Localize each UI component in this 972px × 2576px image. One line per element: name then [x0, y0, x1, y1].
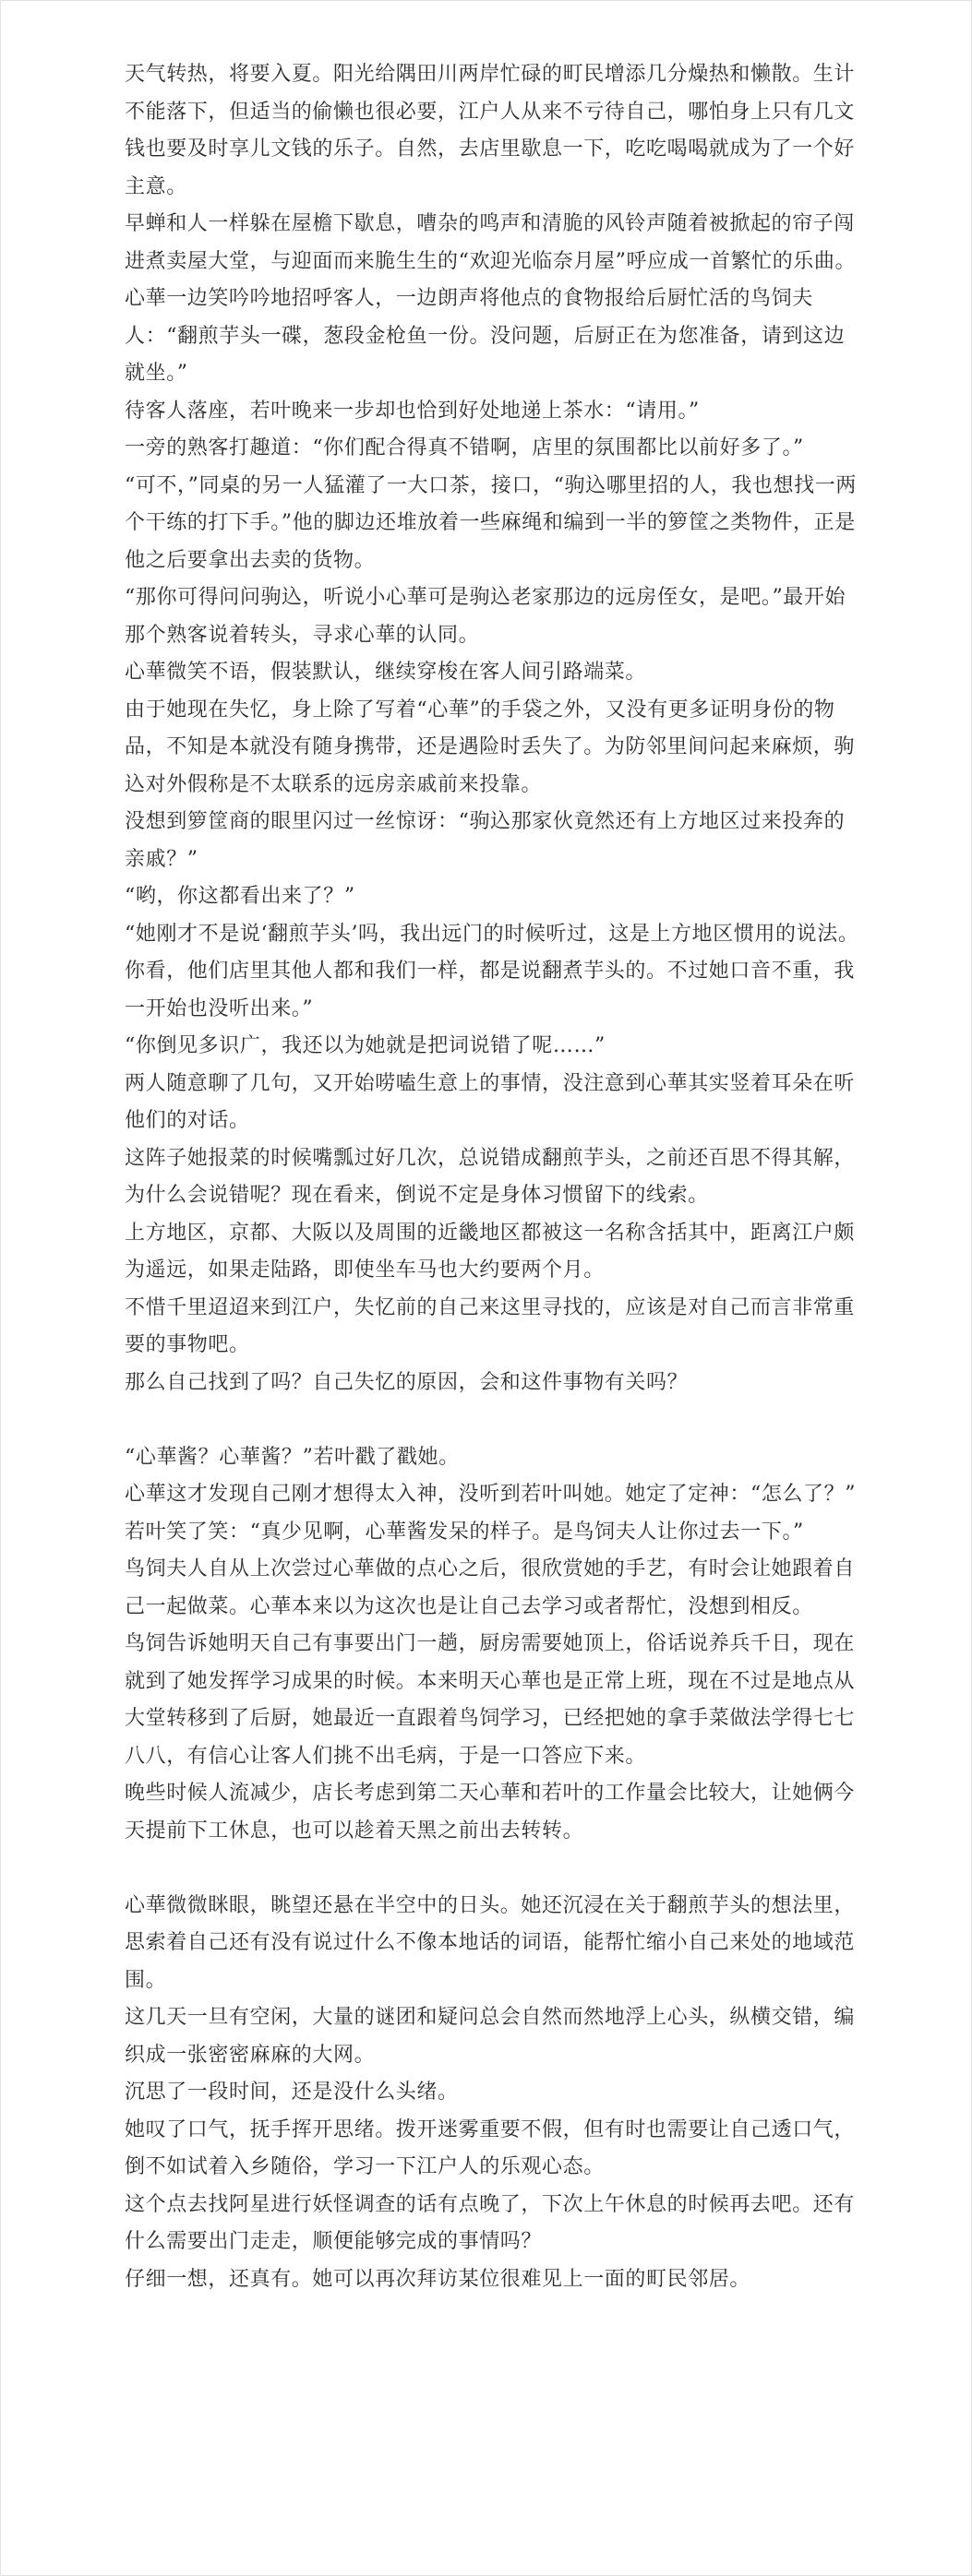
- paragraph: “你倒见多识广，我还以为她就是把词说错了呢……”: [125, 1034, 606, 1057]
- paragraph: 心華一边笑吟吟地招呼客人，一边朗声将他点的食物报给后厨忙活的鸟饲夫人：“翻煎芋头一碟，葱段金枪鱼一份。没问题，后厨正在为您准备，请到这边就坐。”: [125, 287, 846, 385]
- paragraph: 晚些时候人流减少，店长考虑到第二天心華和若叶的工作量会比较大，让她俩今天提前下工休息，也可以趁着天黑之前出去转转。: [125, 1782, 856, 1843]
- paragraph: 由于她现在失忆，身上除了写着“心華”的手袋之外，又没有更多证明身份的物品，不知是本就没有随身携带，还是遇险时丢失了。为防邻里间问起来麻烦，驹込对外假称是不太联系的远房亲戚前来投靠。: [125, 698, 856, 796]
- paragraph: “心華酱？心華酱？”若叶戳了戳她。: [125, 1445, 460, 1469]
- paragraph: 待客人落座，若叶晚来一步却也恰到好处地递上茶水：“请用。”: [125, 399, 700, 423]
- paragraph: 心華这才发现自己刚才想得太入神，没听到若叶叫她。她定了定神：“怎么了？”: [125, 1483, 857, 1506]
- paragraph: 她叹了口气，抚手挥开思绪。拨开迷雾重要不假，但有时也需要让自己透口气，倒不如试着入乡随俗，学习一下江户人的乐观心态。: [125, 2117, 856, 2178]
- paragraph: 那么自己找到了吗？自己失忆的原因，会和这件事物有关吗？: [125, 1370, 689, 1394]
- paragraph: 这阵子她报菜的时候嘴瓢过好几次，总说错成翻煎芋头，之前还百思不得其解，为什么会说错呢？现在看来，倒说不定是身体习惯留下的线索。: [125, 1146, 856, 1207]
- paragraph: 心華微笑不语，假装默认，继续穿梭在客人间引路端菜。: [125, 661, 647, 684]
- paragraph: 一旁的熟客打趣道：“你们配合得真不错啊，店里的氛围都比以前好多了。”: [125, 436, 804, 459]
- paragraph: 早蝉和人一样躲在屋檐下歇息，嘈杂的鸣声和清脆的风铃声随着被掀起的帘子闯进煮卖屋大堂，与迎面而来脆生生的“欢迎光临奈月屋”呼应成一首繁忙的乐曲。: [125, 212, 857, 273]
- paragraph: 若叶笑了笑：“真少见啊，心華酱发呆的样子。是鸟饲夫人让你过去一下。”: [125, 1520, 804, 1544]
- paragraph: 这几天一旦有空闲，大量的谜团和疑问总会自然而然地浮上心头，纵横交错，编织成一张密密麻麻的大网。: [125, 2006, 856, 2067]
- paragraph: 上方地区，京都、大阪以及周围的近畿地区都被这一名称含括其中，距离江户颇为遥远，如果走陆路，即使坐车马也大约要两个月。: [125, 1221, 856, 1282]
- paragraph: 仔细一想，还真有。她可以再次拜访某位很难见上一面的町民邻居。: [125, 2267, 751, 2291]
- blank-line: [125, 1850, 863, 1888]
- paragraph: “哟，你这都看出来了？”: [125, 885, 355, 908]
- article-body: [125, 56, 863, 2298]
- paragraph: “她刚才不是说‘翻煎芋头’吗，我出远门的时候听过，这是上方地区惯用的说法。你看，他们店里其他人都和我们一样，都是说翻煮芋头的。不过她口音不重，我一开始也没听出来。”: [125, 922, 859, 1020]
- paragraph: 鸟饲告诉她明天自己有事要出门一趟，厨房需要她顶上，俗话说养兵千日，现在就到了她发挥学习成果的时候。本来明天心華也是正常上班，现在不过是地点从大堂转移到了后厨，她最近一直跟着鸟饲学习，已经把她的拿手菜做法学得七七八八，有信心让客人们挑不出毛病，于是一口答应下来。: [125, 1632, 856, 1768]
- paragraph: 沉思了一段时间，还是没什么头绪。: [125, 2081, 459, 2104]
- blank-line: [125, 1401, 863, 1439]
- paragraph: 不惜千里迢迢来到江户，失忆前的自己来这里寻找的，应该是对自己而言非常重要的事物吧。: [125, 1295, 856, 1356]
- paragraph: 这个点去找阿星进行妖怪调查的话有点晚了，下次上午休息的时候再去吧。还有什么需要出门走走，顺便能够完成的事情吗？: [125, 2192, 856, 2253]
- paragraph: 鸟饲夫人自从上次尝过心華做的点心之后，很欣赏她的手艺，有时会让她跟着自己一起做菜。心華本来以为这次也是让自己去学习或者帮忙，没想到相反。: [125, 1557, 856, 1618]
- paragraph: 心華微微眯眼，眺望还悬在半空中的日头。她还沉浸在关于翻煎芋头的想法里，思索着自己还有没有说过什么不像本地话的词语，能帮忙缩小自己来处的地域范围。: [125, 1893, 856, 1992]
- paragraph: “那你可得问问驹込，听说小心華可是驹込老家那边的远房侄女，是吧。”最开始那个熟客说着转头，寻求心華的认同。: [125, 586, 846, 647]
- paragraph: 两人随意聊了几句，又开始唠嗑生意上的事情，没注意到心華其实竖着耳朵在听他们的对话。: [125, 1071, 856, 1132]
- paragraph: “可不，”同桌的另一人猛灌了一大口茶，接口，“驹込哪里招的人，我也想找一两个干练的打下手。”他的脚边还堆放着一些麻绳和编到一半的箩筐之类物件，正是他之后要拿出去卖的货物。: [125, 473, 857, 572]
- paragraph: 没想到箩筐商的眼里闪过一丝惊讶：“驹込那家伙竟然还有上方地区过来投奔的亲戚？”: [125, 810, 846, 871]
- paragraph: 天气转热，将要入夏。阳光给隅田川两岸忙碌的町民增添几分燥热和懒散。生计不能落下，但适当的偷懒也很必要，江户人从来不亏待自己，哪怕身上只有几文钱也要及时享儿文钱的乐子。自然，去店里歇息一下，吃吃喝喝就成为了一个好主意。: [125, 63, 856, 198]
